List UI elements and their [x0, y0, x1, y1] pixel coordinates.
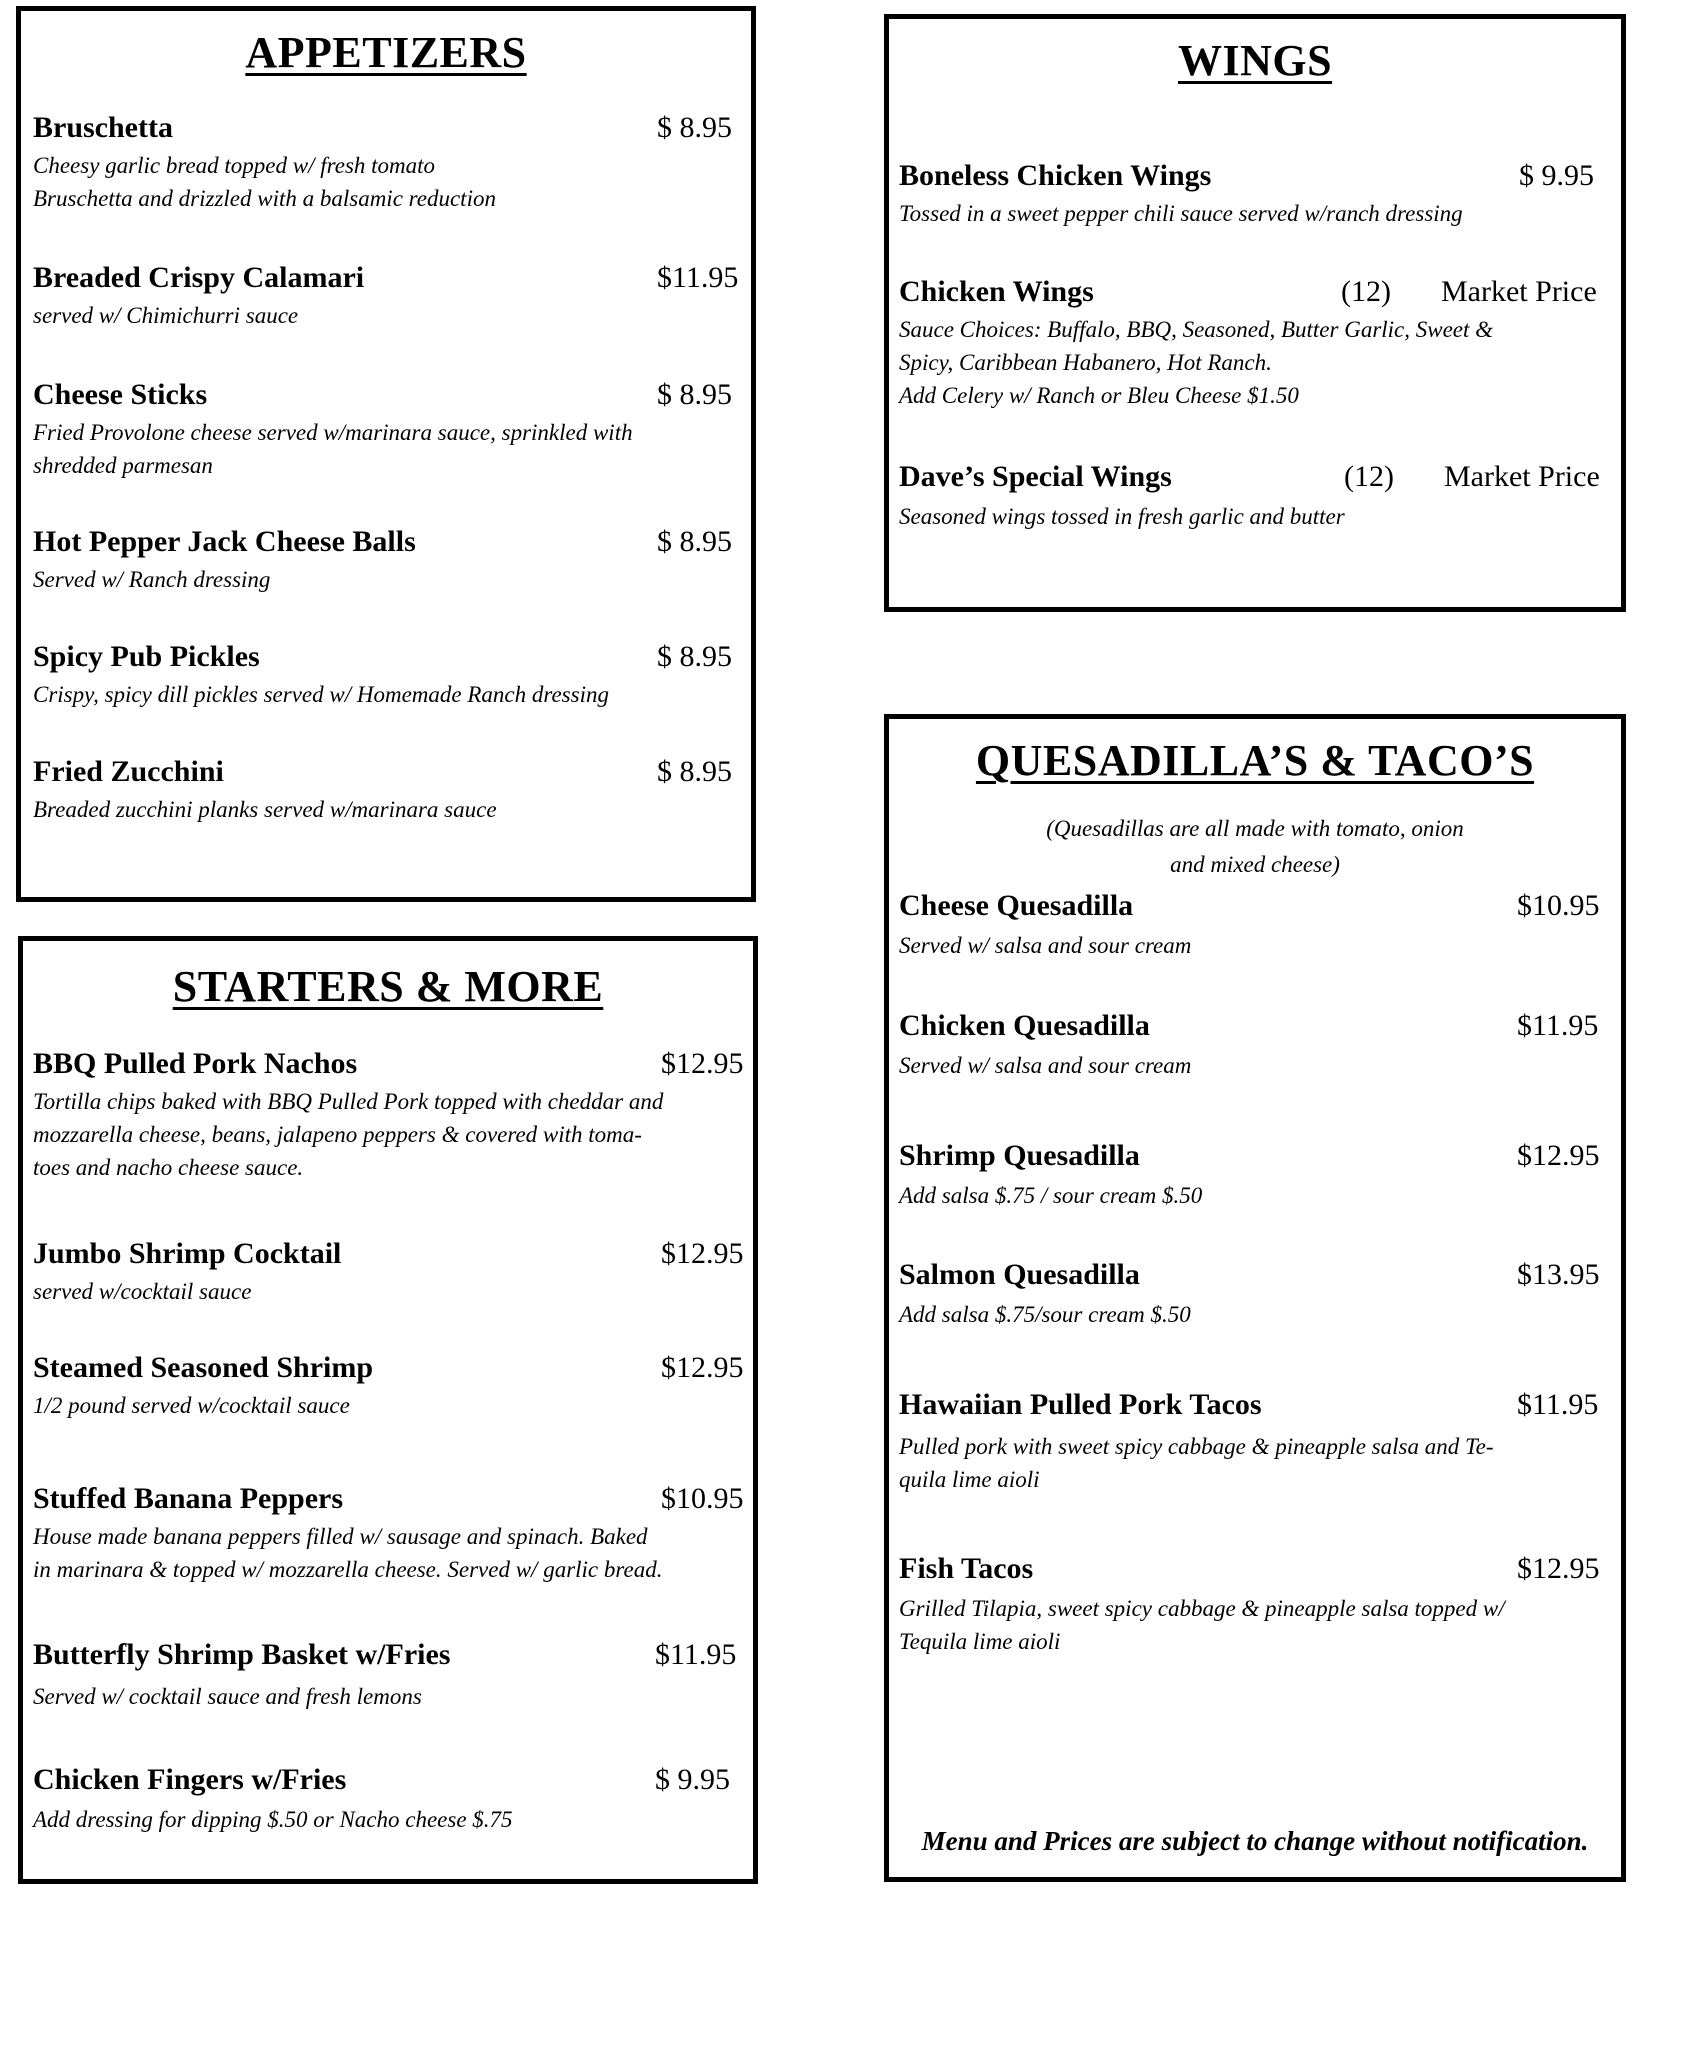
item-description: Served w/ cocktail sauce and fresh lemons [33, 1684, 422, 1709]
item-name: Cheese Quesadilla [899, 889, 1134, 922]
item-description: Breaded zucchini planks served w/marinara sauce [33, 797, 497, 822]
item-name: Fried Zucchini [33, 755, 224, 788]
item-description: Add Celery w/ Ranch or Bleu Cheese $1.50 [899, 383, 1299, 408]
item-description: mozzarella cheese, beans, jalapeno peppers & covered with toma- [33, 1122, 642, 1147]
wings-title: WINGS [1177, 36, 1333, 85]
item-price: $ 9.95 [1519, 159, 1594, 192]
item-name: Chicken Fingers w/Fries [33, 1763, 347, 1796]
item-name: Steamed Seasoned Shrimp [33, 1351, 374, 1384]
item-description: Spicy, Caribbean Habanero, Hot Ranch. [899, 350, 1272, 375]
item-price: $10.95 [1517, 889, 1600, 922]
item-price: $12.95 [1517, 1552, 1600, 1585]
item-description: toes and nacho cheese sauce. [33, 1155, 304, 1180]
item-price: $ 8.95 [657, 525, 732, 558]
item-price: $ 8.95 [657, 755, 732, 788]
item-name: Hot Pepper Jack Cheese Balls [33, 525, 416, 558]
item-description: served w/ Chimichurri sauce [33, 303, 299, 328]
item-description: Served w/ salsa and sour cream [899, 933, 1192, 958]
item-description: Fried Provolone cheese served w/marinara sauce, sprinkled with [33, 420, 633, 445]
item-description: House made banana peppers filled w/ sausage and spinach. Baked [33, 1524, 648, 1549]
starters-title: STARTERS & MORE [172, 962, 604, 1011]
item-description: Tossed in a sweet pepper chili sauce served w/ranch dressing [899, 201, 1463, 226]
item-price: $ 8.95 [657, 640, 732, 673]
item-name: Butterfly Shrimp Basket w/Fries [33, 1638, 451, 1671]
item-price: $11.95 [1517, 1009, 1599, 1042]
item-price: $11.95 [657, 261, 739, 294]
item-name: Jumbo Shrimp Cocktail [33, 1237, 342, 1270]
item-name: Dave’s Special Wings [899, 460, 1172, 493]
quesadillas-title: QUESADILLA’S & TACO’S [975, 736, 1535, 785]
item-description: Sauce Choices: Buffalo, BBQ, Seasoned, Butter Garlic, Sweet & [899, 317, 1494, 342]
item-description: Add dressing for dipping $.50 or Nacho cheese $.75 [33, 1807, 513, 1832]
item-description: Bruschetta and drizzled with a balsamic reduction [33, 186, 496, 211]
appetizers-section [16, 6, 756, 902]
item-description: 1/2 pound served w/cocktail sauce [33, 1393, 350, 1418]
item-description: Cheesy garlic bread topped w/ fresh tomato [33, 153, 436, 178]
item-price: $11.95 [1517, 1388, 1599, 1421]
wings-section [884, 14, 1626, 612]
item-description: Grilled Tilapia, sweet spicy cabbage & pineapple salsa topped w/ [899, 1596, 1505, 1621]
item-name: Bruschetta [33, 111, 173, 144]
item-count: (12) [1344, 460, 1394, 493]
item-description: Crispy, spicy dill pickles served w/ Homemade Ranch dressing [33, 682, 609, 707]
item-name: Shrimp Quesadilla [899, 1139, 1140, 1172]
item-name: Breaded Crispy Calamari [33, 261, 365, 294]
item-description: Add salsa $.75 / sour cream $.50 [899, 1183, 1203, 1208]
item-description: Seasoned wings tossed in fresh garlic and butter [899, 504, 1345, 529]
item-price: $12.95 [1517, 1139, 1600, 1172]
appetizers-title: APPETIZERS [245, 28, 527, 77]
item-description: served w/cocktail sauce [33, 1279, 252, 1304]
item-description: in marinara & topped w/ mozzarella cheese. Served w/ garlic bread. [33, 1557, 663, 1582]
menu-disclaimer: Menu and Prices are subject to change without notification. [921, 1826, 1589, 1856]
item-description: Served w/ Ranch dressing [33, 567, 271, 592]
item-price: $ 8.95 [657, 378, 732, 411]
item-name: Salmon Quesadilla [899, 1258, 1140, 1291]
item-description: shredded parmesan [33, 453, 213, 478]
item-name: BBQ Pulled Pork Nachos [33, 1047, 358, 1080]
item-description: Pulled pork with sweet spicy cabbage & pineapple salsa and Te- [899, 1434, 1494, 1459]
item-description: Tortilla chips baked with BBQ Pulled Pork topped with cheddar and [33, 1089, 664, 1114]
item-count: (12) [1341, 275, 1391, 308]
item-price: $ 8.95 [657, 111, 732, 144]
quesadillas-note: (Quesadillas are all made with tomato, onion [1046, 816, 1464, 841]
item-name: Cheese Sticks [33, 378, 208, 411]
item-price: $12.95 [661, 1237, 744, 1270]
item-description: Tequila lime aioli [899, 1629, 1061, 1654]
item-name: Stuffed Banana Peppers [33, 1482, 344, 1515]
item-price: $10.95 [661, 1482, 744, 1515]
item-price: $12.95 [661, 1047, 744, 1080]
item-price: $12.95 [661, 1351, 744, 1384]
item-name: Hawaiian Pulled Pork Tacos [899, 1388, 1262, 1421]
item-description: Add salsa $.75/sour cream $.50 [899, 1302, 1191, 1327]
item-price: Market Price [1444, 460, 1600, 493]
item-name: Chicken Wings [899, 275, 1094, 308]
item-name: Boneless Chicken Wings [899, 159, 1212, 192]
item-description: quila lime aioli [899, 1467, 1040, 1492]
quesadillas-section [884, 714, 1626, 1882]
item-price: Market Price [1441, 275, 1597, 308]
item-description: Served w/ salsa and sour cream [899, 1053, 1192, 1078]
item-name: Chicken Quesadilla [899, 1009, 1150, 1042]
item-price: $11.95 [655, 1638, 737, 1671]
item-name: Fish Tacos [899, 1552, 1034, 1585]
item-name: Spicy Pub Pickles [33, 640, 260, 673]
starters-section [18, 936, 758, 1884]
item-price: $ 9.95 [655, 1763, 730, 1796]
quesadillas-note: and mixed cheese) [1170, 852, 1340, 877]
item-price: $13.95 [1517, 1258, 1600, 1291]
